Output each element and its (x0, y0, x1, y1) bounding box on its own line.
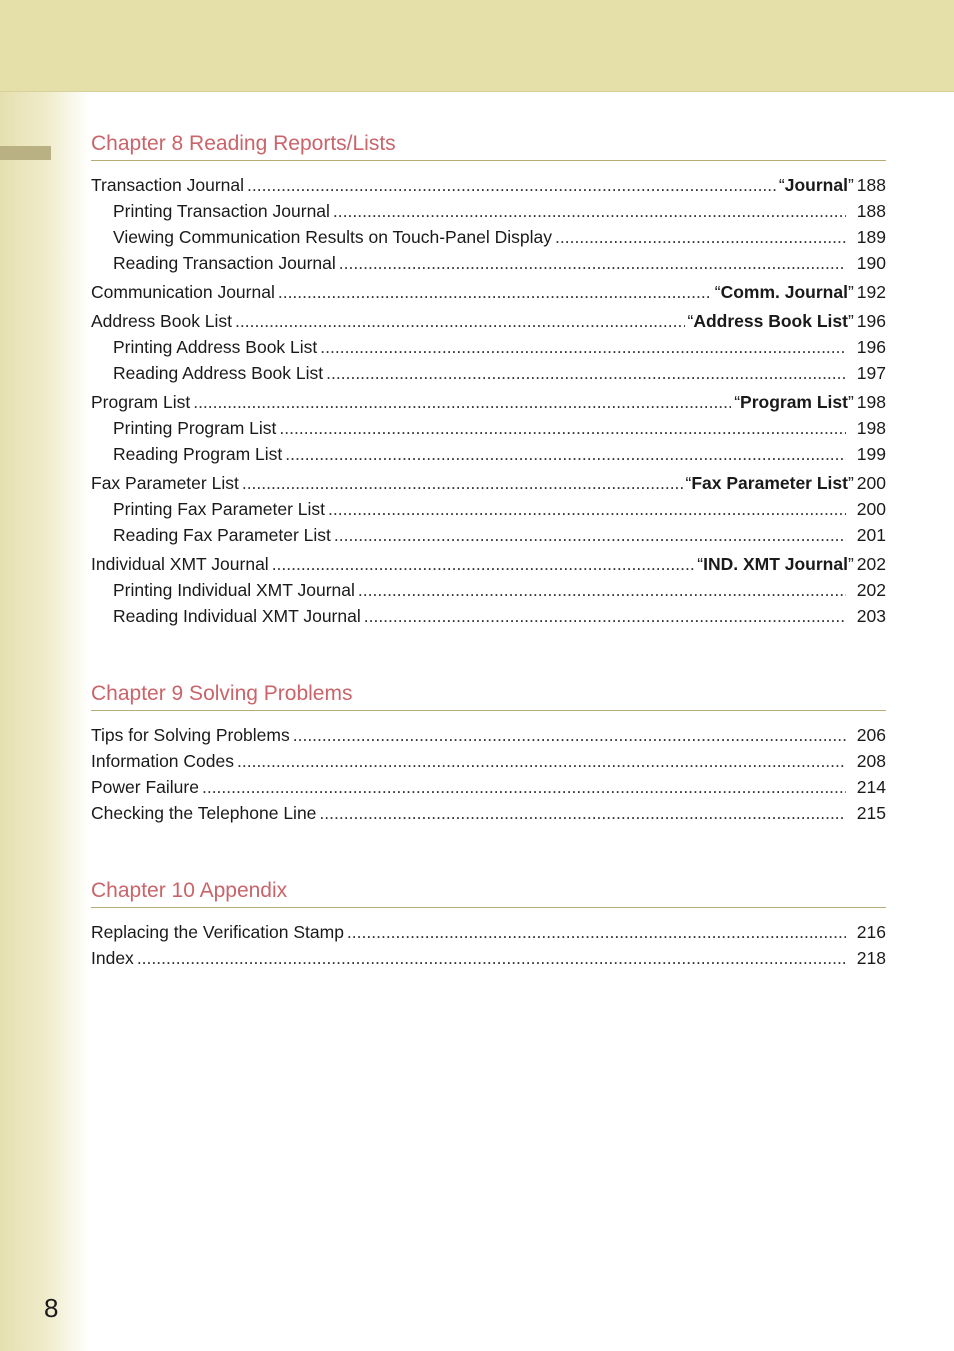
toc-entry-page: 200 (856, 499, 886, 519)
toc-entry-page: 214 (856, 777, 886, 797)
toc-entry-label: Printing Address Book List (113, 337, 318, 357)
toc-entry-page: 197 (856, 363, 886, 383)
toc-entry[interactable] (91, 250, 886, 276)
dot-leader (358, 577, 846, 603)
chapter-section (91, 877, 886, 971)
toc-entry[interactable] (91, 224, 886, 250)
toc-entry[interactable] (91, 415, 886, 441)
dot-leader (242, 470, 683, 496)
toc-entry-page: 198 (856, 418, 886, 438)
toc-entry[interactable] (91, 945, 886, 971)
toc-entry-label: Transaction Journal (91, 175, 245, 195)
dot-leader (235, 308, 684, 334)
chapter-section (91, 680, 886, 826)
toc-entry-label: Program List (91, 392, 191, 412)
toc-entry-reference: “Address Book List” (687, 311, 854, 331)
toc-entry-label: Checking the Telephone Line (91, 803, 317, 823)
toc-entry-label: Printing Individual XMT Journal (113, 580, 355, 600)
toc-entry[interactable] (91, 470, 886, 496)
toc-entry-label: Power Failure (91, 777, 199, 797)
toc-entry-reference: “Program List” (734, 392, 854, 412)
header-band (0, 0, 954, 92)
toc-entry-label: Reading Fax Parameter List (113, 525, 331, 545)
dot-leader (555, 224, 846, 250)
toc-entry-label: Printing Program List (113, 418, 277, 438)
toc-entry[interactable] (91, 919, 886, 945)
toc-entry-label: Index (91, 948, 134, 968)
dot-leader (202, 774, 846, 800)
toc-entry-label: Reading Individual XMT Journal (113, 606, 361, 626)
toc-entry-page: 202 (856, 580, 886, 600)
dot-leader (137, 945, 846, 971)
dot-leader (237, 748, 846, 774)
dot-leader (326, 360, 846, 386)
toc-entry[interactable] (91, 308, 886, 334)
toc-entry-page: 202 (856, 554, 886, 574)
dot-leader (333, 198, 846, 224)
dot-leader (339, 250, 846, 276)
toc-entry[interactable] (91, 496, 886, 522)
toc-entry-page: 216 (856, 922, 886, 942)
toc-entry-page: 203 (856, 606, 886, 626)
dot-leader (364, 603, 846, 629)
table-of-contents (91, 130, 886, 1022)
toc-entry-page: 192 (856, 282, 886, 302)
toc-entry[interactable] (91, 551, 886, 577)
toc-entry-page: 206 (856, 725, 886, 745)
toc-entry-label: Information Codes (91, 751, 234, 771)
toc-entry[interactable] (91, 748, 886, 774)
dot-leader (328, 496, 846, 522)
toc-entry[interactable] (91, 279, 886, 305)
toc-entry[interactable] (91, 603, 886, 629)
toc-entry-label: Reading Transaction Journal (113, 253, 336, 273)
toc-entry[interactable] (91, 441, 886, 467)
toc-entry-page: 200 (856, 473, 886, 493)
toc-entry-page: 188 (856, 175, 886, 195)
dot-leader (334, 522, 846, 548)
chapter-title[interactable]: Chapter 10 Appendix (91, 877, 886, 908)
toc-entry-label: Communication Journal (91, 282, 275, 302)
toc-entry-reference: “Fax Parameter List” (685, 473, 854, 493)
toc-entry-page: 196 (856, 311, 886, 331)
toc-entry-label: Address Book List (91, 311, 233, 331)
dot-leader (285, 441, 846, 467)
dot-leader (272, 551, 695, 577)
toc-entry-page: 215 (856, 803, 886, 823)
side-band (0, 92, 90, 1351)
toc-entry-page: 199 (856, 444, 886, 464)
toc-entry-label: Reading Program List (113, 444, 283, 464)
toc-entry-page: 189 (856, 227, 886, 247)
toc-entry-label: Printing Fax Parameter List (113, 499, 326, 519)
toc-entry[interactable] (91, 360, 886, 386)
toc-entry-page: 198 (856, 392, 886, 412)
dot-leader (278, 279, 712, 305)
dot-leader (193, 389, 731, 415)
toc-entry-label: Individual XMT Journal (91, 554, 269, 574)
toc-entry[interactable] (91, 577, 886, 603)
dot-leader (319, 800, 845, 826)
toc-entry-label: Reading Address Book List (113, 363, 324, 383)
toc-entry[interactable] (91, 334, 886, 360)
chapter-title[interactable]: Chapter 8 Reading Reports/Lists (91, 130, 886, 161)
toc-entry-label: Printing Transaction Journal (113, 201, 330, 221)
dot-leader (347, 919, 846, 945)
dot-leader (293, 722, 846, 748)
toc-entry-page: 196 (856, 337, 886, 357)
toc-entry-page: 218 (856, 948, 886, 968)
reference-name: Journal (784, 175, 848, 195)
toc-entry[interactable] (91, 774, 886, 800)
toc-entry-reference: “Journal” (778, 175, 854, 195)
toc-entry-page: 208 (856, 751, 886, 771)
toc-entry-label: Replacing the Verification Stamp (91, 922, 344, 942)
toc-entry-label: Tips for Solving Problems (91, 725, 290, 745)
reference-name: Program List (740, 392, 848, 412)
dot-leader (247, 172, 776, 198)
chapter-tab-marker (0, 146, 51, 160)
chapter-section (91, 130, 886, 629)
toc-entry[interactable] (91, 172, 886, 198)
reference-name: Comm. Journal (720, 282, 848, 302)
toc-entry-label: Viewing Communication Results on Touch-Panel Display (113, 227, 553, 247)
toc-entry-page: 201 (856, 525, 886, 545)
toc-entry[interactable] (91, 722, 886, 748)
toc-entry[interactable] (91, 522, 886, 548)
page-number: 8 (44, 1293, 59, 1323)
toc-entry-label: Fax Parameter List (91, 473, 239, 493)
reference-name: Fax Parameter List (691, 473, 848, 493)
toc-entry-reference: “IND. XMT Journal” (697, 554, 854, 574)
toc-entry[interactable] (91, 198, 886, 224)
toc-entry-page: 188 (856, 201, 886, 221)
dot-leader (320, 334, 846, 360)
toc-entry-reference: “Comm. Journal” (714, 282, 854, 302)
toc-entry-page: 190 (856, 253, 886, 273)
dot-leader (279, 415, 845, 441)
toc-entry[interactable] (91, 389, 886, 415)
reference-name: Address Book List (693, 311, 848, 331)
chapter-title[interactable]: Chapter 9 Solving Problems (91, 680, 886, 711)
toc-entry[interactable] (91, 800, 886, 826)
reference-name: IND. XMT Journal (703, 554, 848, 574)
